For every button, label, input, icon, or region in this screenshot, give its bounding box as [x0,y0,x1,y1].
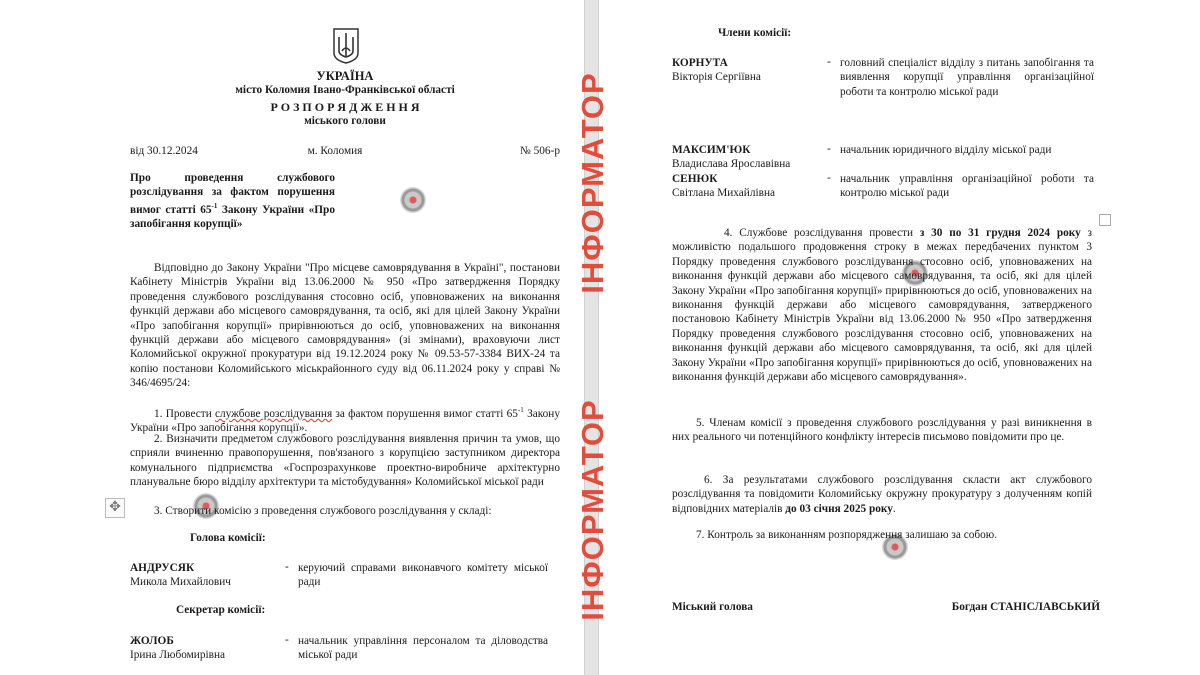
item-7: 7. Контроль за виконанням розпорядження залишаю за собою. [696,529,998,541]
paragraph-marker-icon [1099,214,1111,226]
item-6: 6. За результатами службового розслідування скласти акт службового розслідування та повідомити Коломийську окружну прокуратуру з долученням копій відповідних матеріалів до 03 січня 2025 року. [672,474,1092,515]
signature-title: Міський голова [672,601,753,613]
item-1: 1. Провести службове розслідування за фактом порушення вимог статті $65^{-1}$ Закону України «Про запобігання корупції». [130,406,560,435]
head-label: Голова комісії: [190,532,266,544]
doc-number: № 506-р [520,145,560,157]
secretary-label: Секретар комісії: [176,604,266,616]
item-5: 5. Членам комісії з проведення службового розслідування у разі виникнення в них реального чи потенційного конфлікту інтересів письмово повідомити про це. [672,417,1092,444]
watermark-eye-icon [400,187,426,213]
doc-title: Про проведення службового розслідування за фактом порушення вимог статті $65^{-1}$ Закону України «Про запобігання корупції» [130,172,335,230]
watermark-text: ІНФОРМАТОР [575,399,610,621]
doc-place: м. Коломия [307,145,363,157]
header-city: місто Коломия Івано-Франківської області [235,84,455,96]
item-3: 3. Створити комісію з проведення службового розслідування у складі: [154,505,492,517]
item-2: 2. Визначити предметом службового розслідування виявлення причин та умов, що сприяли вчиненню правопорушення, пов'язаного з корупцією заступником директора комунального підприємства «Госпрозрахункове проектно-виробниче архітектурно планувальне бюро відділу архітектури та містобудування» Коломийської міської ради [130,433,560,489]
doc-date: від 30.12.2024 [130,145,198,157]
trident-emblem-icon [332,27,360,65]
preamble: Відповідно до Закону України "Про місцеве самоврядування в Україні", постанови Кабінету Міністрів України від 13.06.2000 № 950 «Про затвердження Порядку проведення службового розслідування стосовно осіб, уповноважених на виконання функцій держави або місцевого самоврядування, та осіб, які для цілей Закону України «Про запобігання корупції» прирівнюються до осіб, уповноважених на виконання функцій держави або місцевого самоврядування» (зі змінами), враховуючи лист Коломийської окружної прокуратури від 19.12.2024 року № 09.53-57-3384 ВИХ-24 та копію постанови Коломийського міськрайонного суду від 06.11.2024 року у справі № 346/4695/24: [130,262,560,390]
table-move-handle-icon[interactable]: ✥ [105,498,125,518]
signature-name: Богдан СТАНІСЛАВСЬКИЙ [951,601,1100,613]
header-country: УКРАЇНА [316,69,374,83]
header-doc-type: Р О З П О Р Я Д Ж Е Н Н Я [270,100,420,114]
watermark-text: ІНФОРМАТОР [575,72,610,294]
item-4: 4. Службове розслідування провести з 30 по 31 грудня 2024 року з можливістю подальшого продовження строку в межах передбачених пунктом 3 Порядку проведення службового розслідування стосовно осіб, уповноважених на виконання функцій держави або місцевого самоврядування, та осіб, які для цілей Закону України «Про запобігання корупції» прирівнюються до осіб, уповноважених на виконання функцій держави або місцевого самоврядування, затвердженого постановою Кабінету Міністрів України від 13.06.2000 № 950 «Про затвердження Порядку проведення службового розслідування стосовно осіб, уповноважених на виконання функцій держави або місцевого самоврядування, та осіб, які для цілей Закону України «Про запобігання корупції» прирівнюються до осіб, уповноважених на виконання функцій держави або місцевого самоврядування». [672,227,1092,384]
members-label: Члени комісії: [718,27,792,39]
header-issuer: міського голови [304,115,386,127]
